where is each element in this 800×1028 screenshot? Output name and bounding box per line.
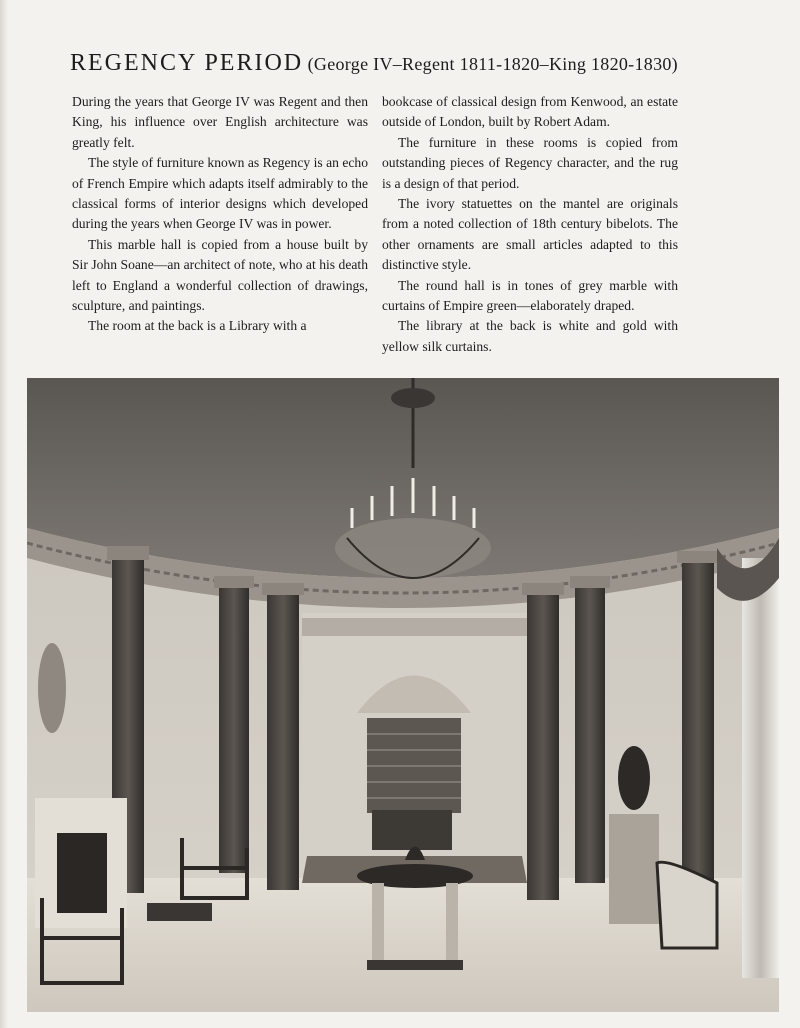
- paragraph: bookcase of classical design from Kenwood, an estate outside of London, built by Robert Adam.: [382, 94, 678, 130]
- title-subtitle: (George IV–Regent 1811-1820–King 1820-1830): [307, 54, 678, 74]
- title-main: REGENCY PERIOD: [70, 50, 304, 76]
- paragraph: The style of furniture known as Regency is an echo of French Empire which adapts itself admirably to the classical forms of interior designs which developed during the years when George IV was in power.: [72, 155, 368, 232]
- text-column-left: [72, 92, 368, 337]
- paragraph: The room at the back is a Library with a: [88, 318, 307, 334]
- pedestal: [609, 814, 659, 924]
- paragraph: The furniture in these rooms is copied from outstanding pieces of Regency character, and the rug is a design of that period.: [382, 134, 678, 191]
- hall-illustration: [27, 378, 779, 1012]
- fireplace-opening: [57, 833, 107, 913]
- paragraph: During the years that George IV was Regent and then King, his influence over English architecture was greatly felt.: [72, 94, 368, 150]
- paragraph: This marble hall is copied from a house built by Sir John Soane—an architect of note, who at his death left to England a wonderful collection of drawings, sculpture, and paintings.: [72, 236, 368, 314]
- column: [527, 590, 559, 900]
- oval-mirror: [38, 643, 66, 733]
- bust-sculpture: [618, 746, 650, 810]
- page-title: [70, 50, 770, 77]
- page-edge: [0, 0, 8, 1028]
- footstool: [147, 903, 212, 921]
- column: [267, 590, 299, 890]
- regency-hall-photograph: [27, 378, 779, 1012]
- window-curtain: [742, 558, 779, 978]
- column: [682, 558, 714, 888]
- paragraph: The round hall is in tones of grey marble with curtains of Empire green—elaborately draped.: [382, 277, 678, 314]
- column: [575, 583, 605, 883]
- text-column-right: [382, 92, 678, 357]
- paragraph: The library at the back is white and gold with yellow silk curtains.: [382, 318, 678, 354]
- column: [219, 583, 249, 873]
- library-desk: [372, 810, 452, 850]
- paragraph: The ivory statuettes on the mantel are originals from a noted collection of 18th century bibelots. The other ornaments are small articles adapted to this distinctive style.: [382, 196, 678, 273]
